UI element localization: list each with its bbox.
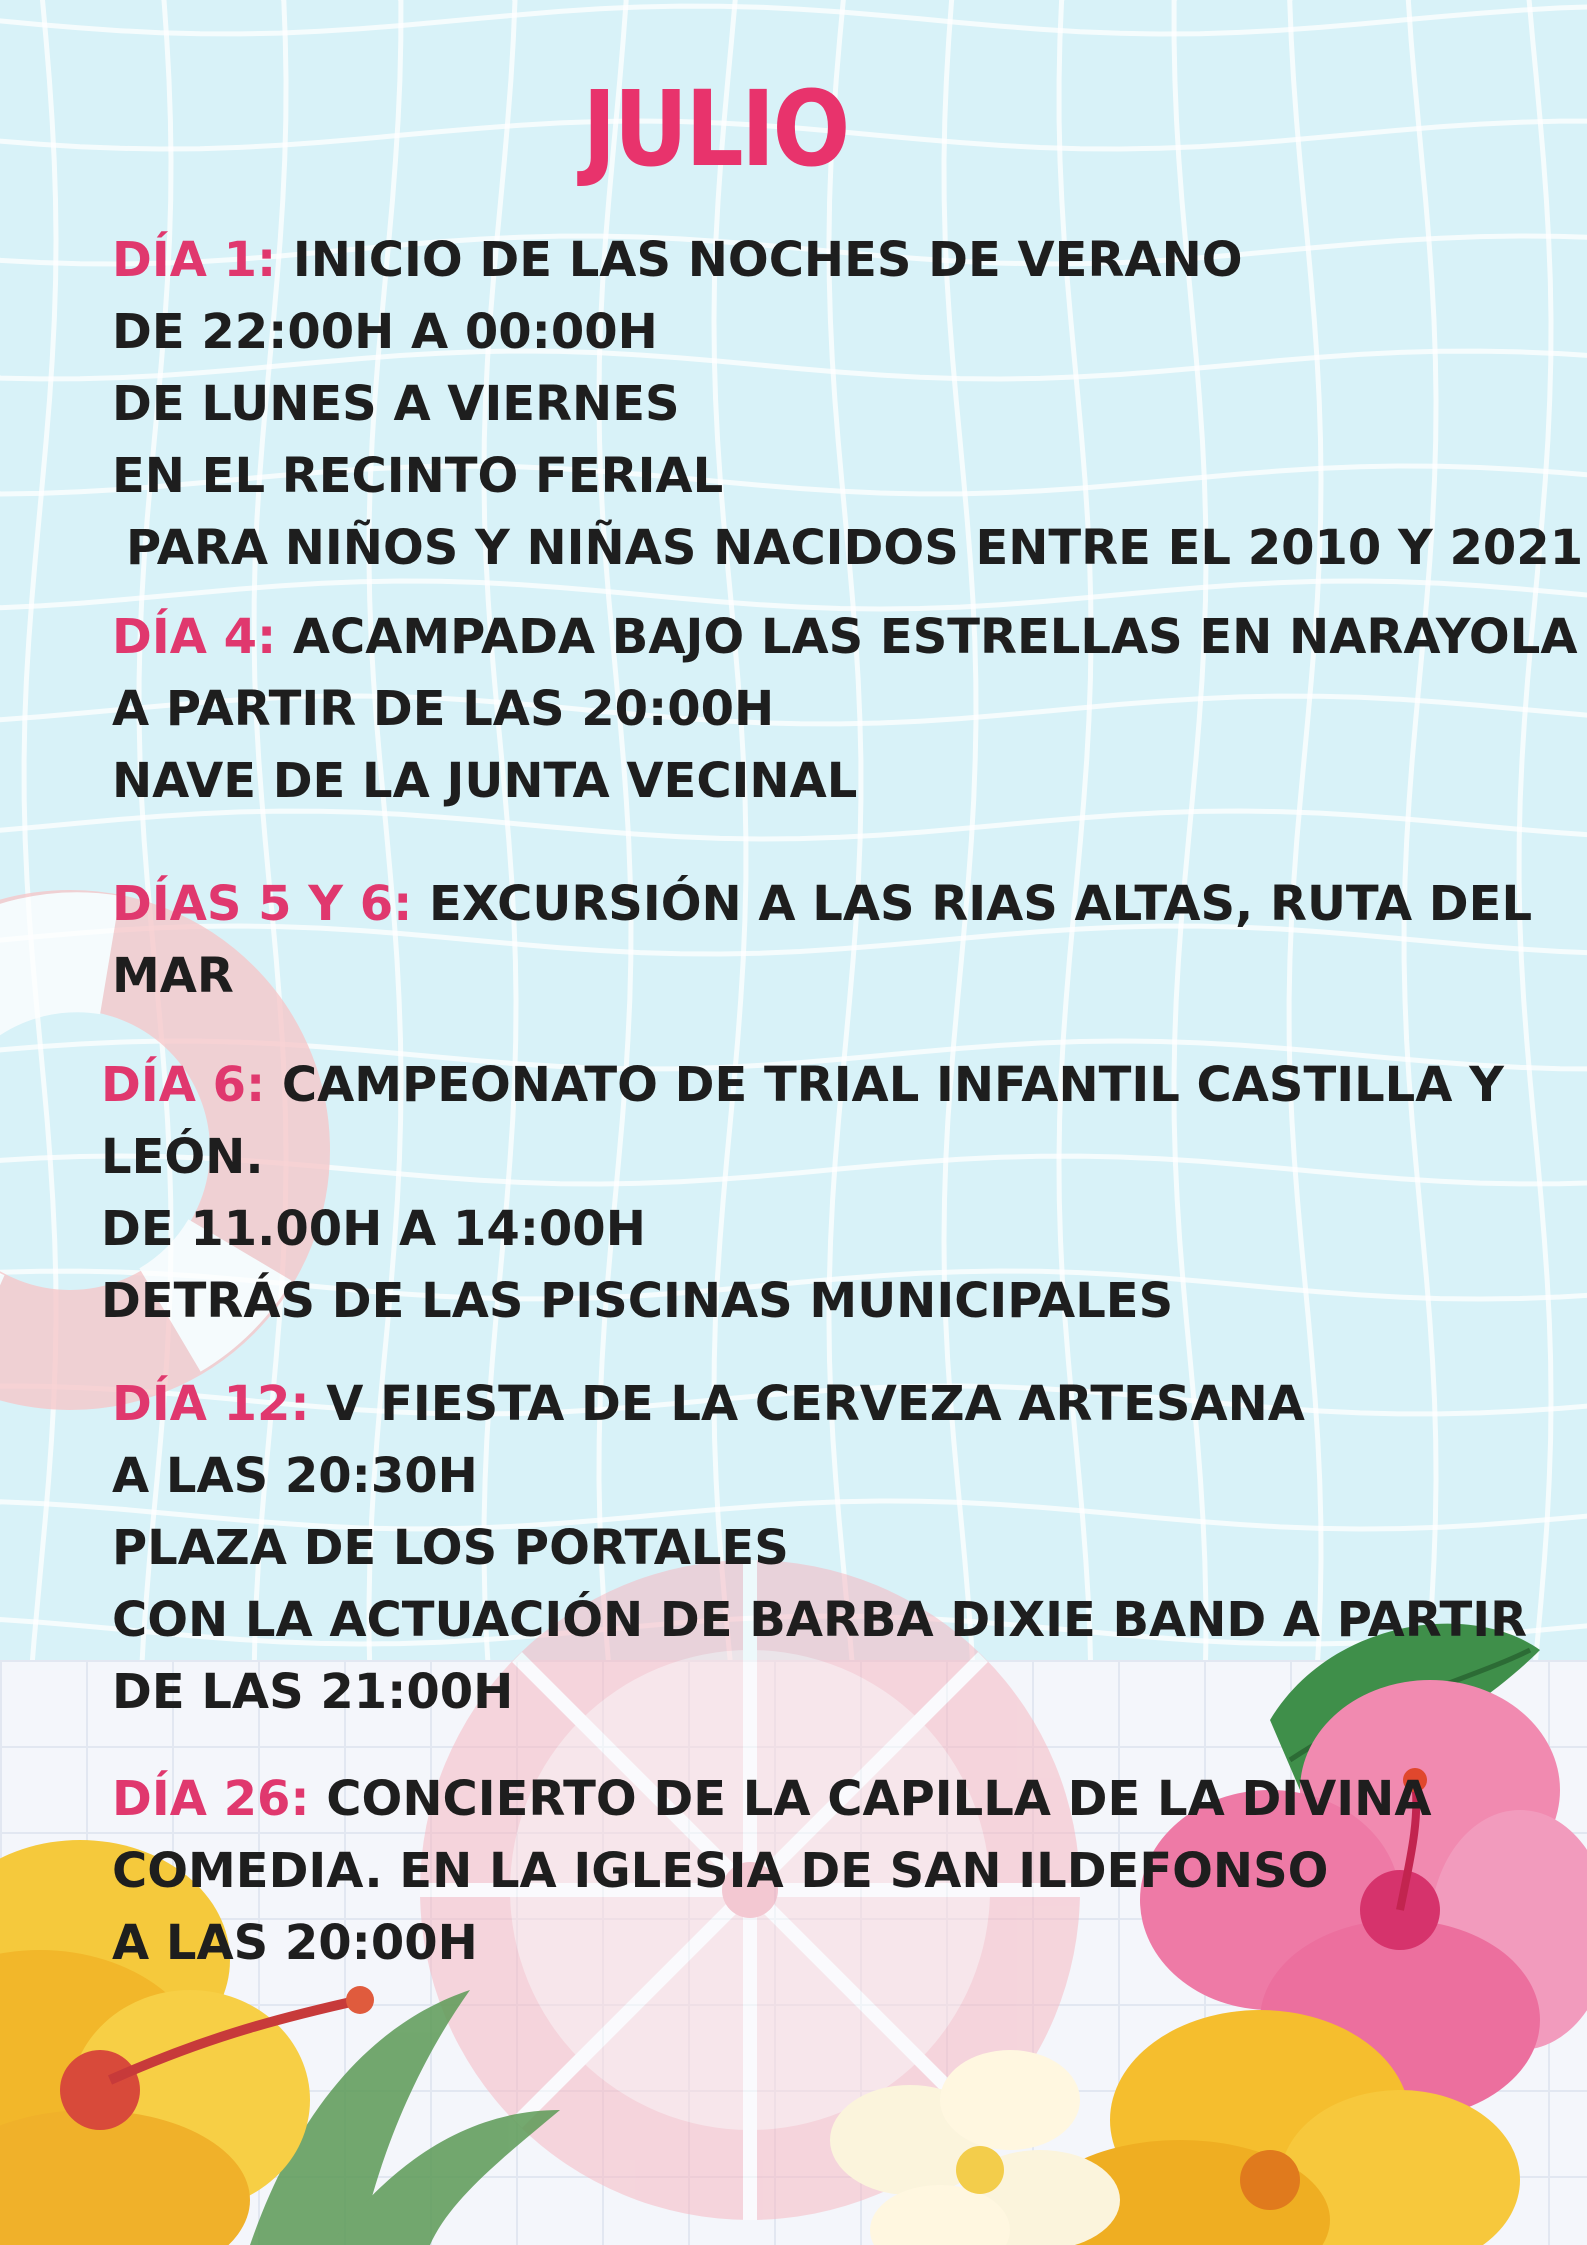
event-day-4 [112, 601, 1578, 817]
event-headline [112, 224, 1562, 296]
event-detail: A PARTIR DE LAS 20:00H [112, 681, 775, 737]
event-detail: LEÓN. [101, 1129, 264, 1185]
event-day-label: DÍA 6: [101, 1057, 266, 1113]
event-detail: PARA NIÑOS Y NIÑAS NACIDOS ENTRE EL 2010 Y 2021 [126, 520, 1584, 576]
event-headline [112, 601, 1578, 673]
event-detail: MAR [112, 948, 234, 1004]
event-title: CAMPEONATO DE TRIAL INFANTIL CASTILLA Y [281, 1057, 1504, 1113]
event-day-26 [112, 1763, 1562, 1979]
event-detail: DE LAS 21:00H [112, 1664, 514, 1720]
event-detail: DETRÁS DE LAS PISCINAS MUNICIPALES [101, 1273, 1174, 1329]
event-detail: PLAZA DE LOS PORTALES [112, 1520, 789, 1576]
event-day-label: DÍAS 5 Y 6: [112, 876, 413, 932]
event-headline [112, 1368, 1562, 1440]
event-day-label: DÍA 26: [112, 1771, 310, 1827]
event-detail: NAVE DE LA JUNTA VECINAL [112, 753, 858, 809]
event-headline [112, 868, 1562, 940]
event-days-5-6 [112, 868, 1562, 1012]
event-title: V FIESTA DE LA CERVEZA ARTESANA [326, 1376, 1305, 1432]
event-title: INICIO DE LAS NOCHES DE VERANO [292, 232, 1243, 288]
event-detail: CON LA ACTUACIÓN DE BARBA DIXIE BAND A PARTIR [112, 1592, 1528, 1648]
event-title: CONCIERTO DE LA CAPILLA DE LA DIVINA [326, 1771, 1432, 1827]
event-day-1 [112, 224, 1584, 584]
event-day-12 [112, 1368, 1562, 1728]
event-detail: DE 11.00H A 14:00H [101, 1201, 646, 1257]
event-day-6 [101, 1049, 1551, 1337]
event-detail: A LAS 20:30H [112, 1448, 478, 1504]
event-title: ACAMPADA BAJO LAS ESTRELLAS EN NARAYOLA [292, 609, 1578, 665]
event-title: EXCURSIÓN A LAS RIAS ALTAS, RUTA DEL [429, 876, 1533, 932]
event-detail: EN EL RECINTO FERIAL [112, 448, 724, 504]
event-day-label: DÍA 1: [112, 232, 277, 288]
page-title: JULIO [582, 68, 848, 190]
event-day-label: DÍA 4: [112, 609, 277, 665]
event-headline [112, 1763, 1562, 1835]
event-detail: DE 22:00H A 00:00H [112, 304, 658, 360]
event-day-label: DÍA 12: [112, 1376, 310, 1432]
event-detail: DE LUNES A VIERNES [112, 376, 680, 432]
event-headline [101, 1049, 1551, 1121]
event-detail: COMEDIA. EN LA IGLESIA DE SAN ILDEFONSO [112, 1843, 1329, 1899]
event-detail: A LAS 20:00H [112, 1915, 478, 1971]
